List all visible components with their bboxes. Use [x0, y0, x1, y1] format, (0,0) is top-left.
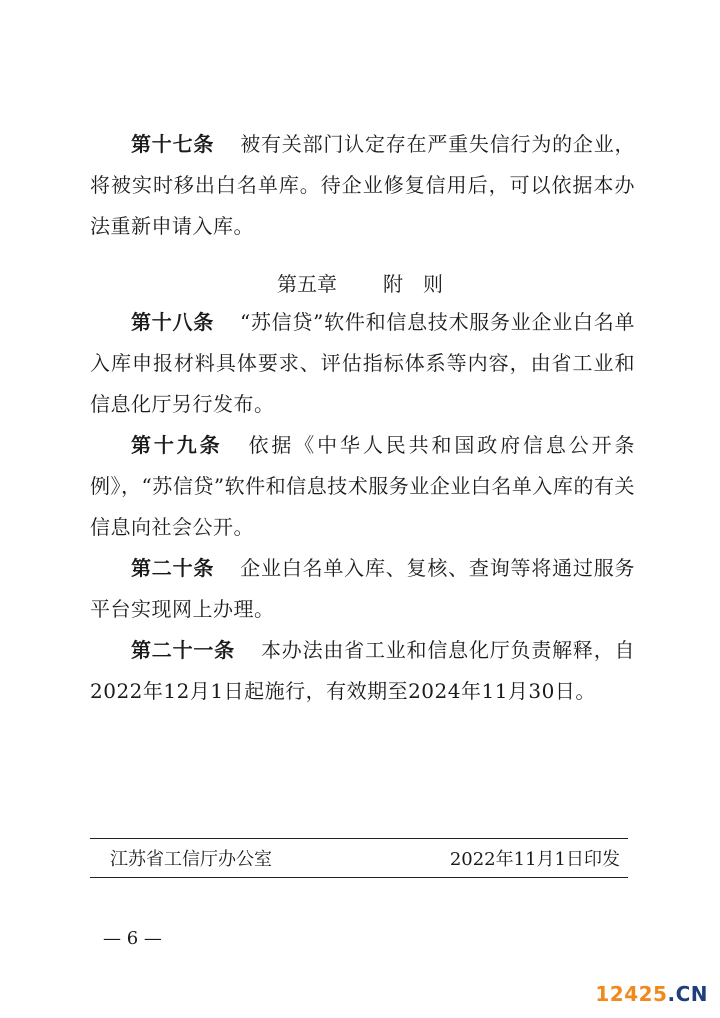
- chapter-label: 第五章: [277, 272, 337, 296]
- article-17: [90, 124, 635, 247]
- imprint-bottom-rule: [90, 877, 628, 878]
- page-number: — 6 —: [103, 928, 162, 949]
- watermark-digits: 12425: [595, 982, 668, 1006]
- article-text: “苏信贷”软件和信息技术服务业企业白名单入库申报材料具体要求、评估指标体系等内容，由省工业和信息化厅另行发布。: [90, 310, 635, 416]
- imprint-line: [90, 845, 628, 871]
- chapter-title: 附 则: [383, 272, 443, 296]
- article-number: 第十八条: [131, 310, 214, 334]
- article-18: [90, 302, 635, 425]
- chapter-heading: [0, 268, 720, 297]
- article-text: 依据《中华人民共和国政府信息公开条例》，“苏信贷”软件和信息技术服务业企业白名单入库的有关信息向社会公开。: [90, 433, 635, 539]
- watermark-tld: .CN: [667, 982, 708, 1006]
- article-19: [90, 425, 635, 548]
- article-17-paragraph: [90, 124, 635, 247]
- issuing-office: 江苏省工信厅办公室: [110, 849, 272, 870]
- article-number: 第十七条: [131, 132, 215, 156]
- article-number: 第二十一条: [131, 638, 235, 662]
- article-number: 第二十条: [131, 556, 215, 580]
- site-watermark: [595, 982, 708, 1006]
- article-text: 本办法由省工业和信息化厅负责解释，自2022年12月1日起施行，有效期至2024年11月30日。: [90, 638, 636, 703]
- imprint-top-rule: [90, 838, 628, 839]
- article-20: [90, 548, 635, 630]
- article-text: 企业白名单入库、复核、查询等将通过服务平台实现网上办理。: [90, 556, 636, 621]
- issue-date: 2022年11月1日印发: [449, 849, 620, 870]
- article-21: [90, 630, 635, 712]
- article-text: 被有关部门认定存在严重失信行为的企业，将被实时移出白名单库。待企业修复信用后，可以依据本办法重新申请入库。: [90, 132, 636, 238]
- article-number: 第十九条: [131, 433, 223, 457]
- articles-block: [90, 302, 635, 712]
